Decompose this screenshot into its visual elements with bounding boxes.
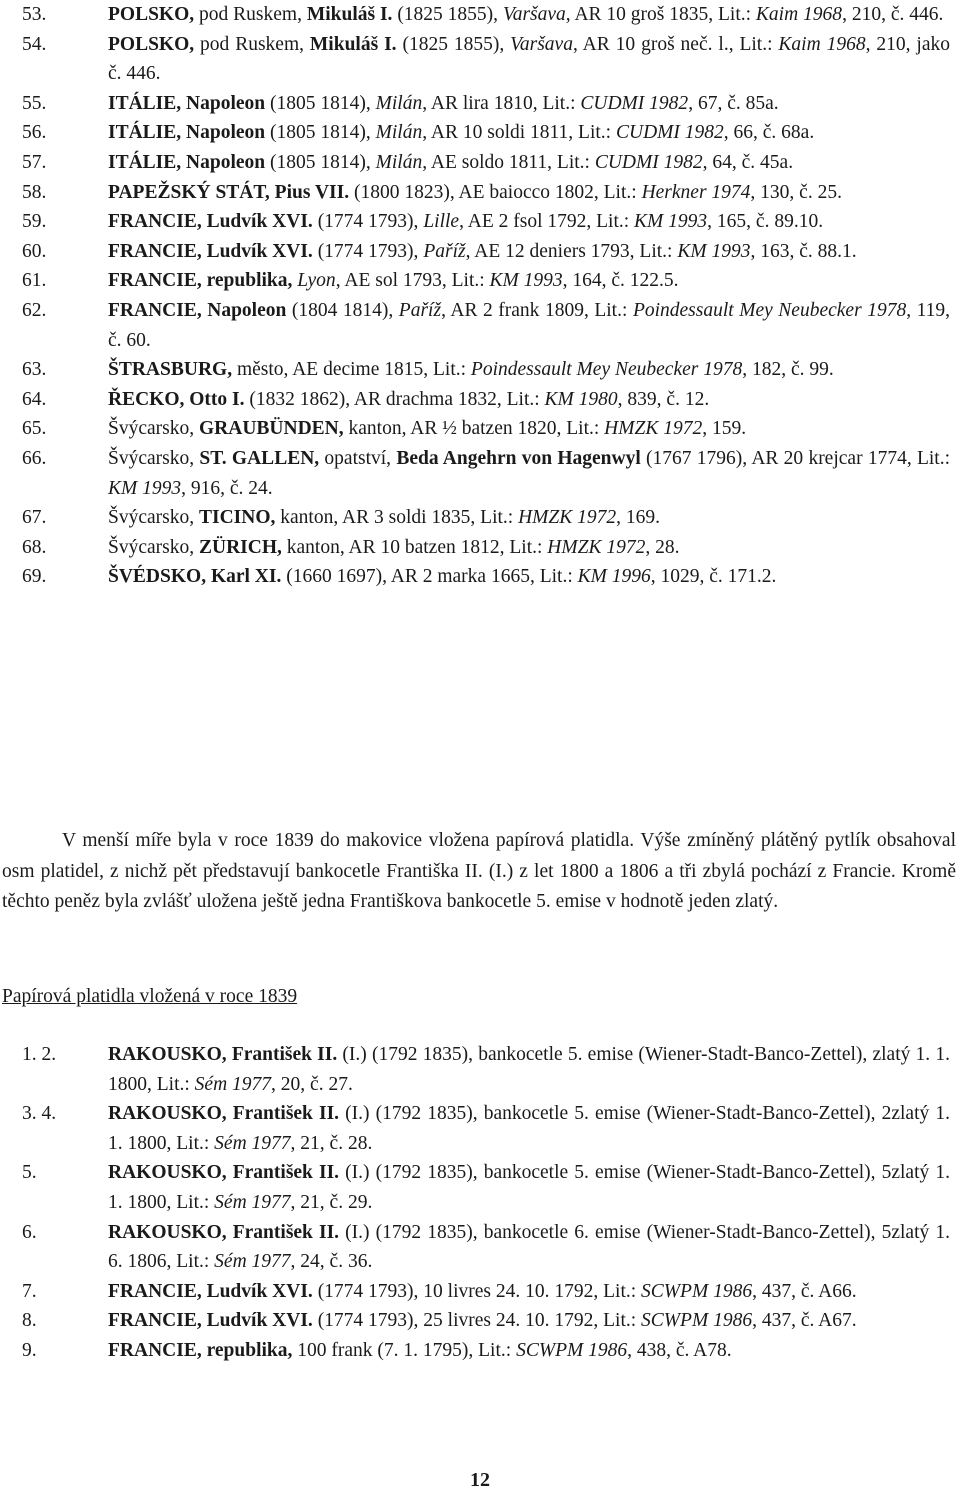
coin-entry-segment: (1767 1796), AR 20 krejcar 1774, Lit.: — [640, 447, 951, 469]
coin-entry-segment: Švýcarsko, — [108, 507, 199, 529]
banknote-entry-segment: FRANCIE, Ludvík XVI. — [108, 1280, 313, 1302]
coin-entry-text — [108, 355, 950, 385]
coin-entry-text — [108, 562, 950, 592]
coin-entry — [0, 237, 960, 267]
coin-entry-segment: FRANCIE, Napoleon — [108, 299, 287, 321]
coin-entry-number: 54. — [22, 33, 47, 55]
coin-entry-segment: Kaim 1968 — [778, 33, 866, 55]
coin-entry-segment: POLSKO, — [108, 33, 201, 55]
coin-entry-text — [108, 444, 950, 503]
coin-entry-segment: , 130, č. 25. — [750, 181, 842, 203]
banknote-entry — [0, 1158, 960, 1217]
coin-entry-number: 60. — [22, 240, 47, 262]
coin-entry-segment: Milán — [375, 122, 423, 144]
coin-entry-number: 68. — [22, 536, 47, 558]
coin-entry-segment: Lille — [423, 211, 460, 233]
banknote-entry-segment: Sém 1977 — [214, 1251, 291, 1273]
coin-entry-segment: ITÁLIE, Napoleon — [108, 122, 266, 144]
coin-entry-segment: Poindessault Mey Neubecker 1978 — [470, 359, 743, 381]
banknote-entry-segment: RAKOUSKO, František II. — [108, 1044, 338, 1065]
coin-entry — [0, 355, 960, 385]
coin-entry-number: 63. — [22, 359, 47, 381]
banknote-entry-text — [108, 1158, 950, 1217]
coin-entry — [0, 503, 960, 533]
coin-entry-text — [108, 296, 950, 355]
coin-entry-segment: (1800 1823), AE baiocco 1802, Lit.: — [349, 181, 642, 203]
coin-entry-segment: , 182, č. 99. — [742, 359, 834, 381]
coin-entry-segment: , AE 2 fsol 1792, Lit.: — [459, 211, 635, 233]
coin-entry-text — [108, 266, 950, 296]
coin-entry-segment: (1825 1855), — [392, 4, 503, 25]
coin-entry-segment: (1805 1814), — [265, 92, 376, 114]
banknote-entry-segment: RAKOUSKO, František II. — [108, 1103, 340, 1125]
coin-entry-segment: , AR 10 groš 1835, Lit.: — [565, 4, 756, 25]
coin-entry — [0, 89, 960, 119]
banknote-entry-segment: SCWPM 1986 — [516, 1339, 628, 1361]
banknote-entry-text — [108, 1218, 950, 1277]
coin-entry-segment: kanton, AR 3 soldi 1835, Lit.: — [275, 507, 519, 529]
banknote-entry-segment: FRANCIE, republika, — [108, 1339, 293, 1361]
banknote-entry-segment: FRANCIE, Ludvík XVI. — [108, 1310, 313, 1332]
coin-entry-segment: , 165, č. 89.10. — [707, 211, 824, 233]
coin-entry-segment: KM 1993 — [677, 240, 751, 262]
coin-entry-segment: , AR 2 frank 1809, Lit.: — [441, 299, 633, 321]
coin-entry-number: 61. — [22, 270, 47, 292]
coin-entry-segment: , 210, č. 446. — [842, 4, 944, 25]
coin-entry-segment: Paříž — [398, 299, 442, 321]
banknote-entry — [0, 1277, 960, 1307]
banknote-entry-segment: (1774 1793), 10 livres 24. 10. 1792, Lit.: — [312, 1280, 642, 1302]
coin-entry-segment: ZÜRICH, — [199, 536, 282, 558]
banknote-entry-segment: SCWPM 1986 — [641, 1280, 753, 1302]
coin-entry-segment: , AR 10 soldi 1811, Lit.: — [422, 122, 616, 144]
banknote-entry — [0, 1336, 960, 1366]
coin-entry-segment: , AE soldo 1811, Lit.: — [422, 151, 595, 173]
coin-entry-segment: Beda Angehrn von Hagenwyl — [396, 447, 641, 469]
coin-entry-segment: (1774 1793), — [312, 211, 424, 233]
banknote-entry-segment: , 20, č. 27. — [271, 1073, 353, 1095]
coin-entry-segment: (1805 1814), — [265, 151, 376, 173]
coin-entry-number: 62. — [22, 299, 47, 321]
coin-entry-segment: Varšava — [510, 33, 573, 55]
coin-entry-segment: , AR lira 1810, Lit.: — [422, 92, 581, 114]
coin-entry-segment: POLSKO, — [108, 4, 200, 25]
coin-entry-segment: , 1029, č. 171.2. — [650, 566, 777, 588]
coin-entry-number: 57. — [22, 151, 47, 173]
banknote-entry-segment: , 437, č. A66. — [752, 1280, 857, 1302]
coin-entry — [0, 207, 960, 237]
coin-entry-segment: , 210, jako č. 446. — [108, 33, 950, 85]
coin-entry-text — [108, 89, 950, 119]
coin-entry-segment: , 67, č. 85a. — [688, 92, 779, 114]
coin-entry-segment: ITÁLIE, Napoleon — [108, 92, 266, 114]
banknote-entry-text — [108, 1336, 950, 1366]
coin-entry-number: 59. — [22, 211, 47, 233]
coin-entry-segment: KM 1993 — [634, 211, 708, 233]
banknote-entry-segment: RAKOUSKO, František II. — [108, 1221, 340, 1243]
coin-entry-segment: opatství, — [319, 447, 397, 469]
coin-entry-number: 56. — [22, 122, 47, 144]
coin-entry-segment: , 66, č. 68a. — [723, 122, 815, 144]
coin-entry — [0, 533, 960, 563]
coin-entry-text — [108, 503, 950, 533]
coin-entry-segment: kanton, AR 10 batzen 1812, Lit.: — [281, 536, 548, 558]
coin-entry-segment: (1804 1814), — [286, 299, 399, 321]
coin-entry-segment: Varšava — [502, 4, 566, 25]
coin-entry-segment: ITÁLIE, Napoleon — [108, 151, 266, 173]
banknote-entry-segment: , 438, č. A78. — [627, 1339, 732, 1361]
coin-entry-text — [108, 414, 950, 444]
coin-entry-number: 58. — [22, 181, 47, 203]
coin-entry-text — [108, 533, 950, 563]
coin-entry-segment: Mikuláš I. — [309, 33, 397, 55]
banknote-entry-segment: Sém 1977 — [214, 1132, 291, 1154]
coin-entry — [0, 148, 960, 178]
coin-entry-segment: FRANCIE, Ludvík XVI. — [108, 240, 313, 262]
coin-entry-segment: město, AE decime 1815, Lit.: — [236, 359, 471, 381]
banknote-entry-number: 7. — [22, 1280, 37, 1302]
banknote-entry-text — [108, 1306, 950, 1336]
coin-entry — [0, 562, 960, 592]
coin-entry-text — [108, 148, 950, 178]
banknote-list — [0, 1040, 960, 1366]
coin-entry — [0, 296, 960, 355]
coin-entry-segment: pod Ruskem, — [199, 4, 307, 25]
coin-entry-segment: , AE 12 deniers 1793, Lit.: — [465, 240, 678, 262]
coin-entry-segment: , 164, č. 122.5. — [562, 270, 679, 292]
coin-list — [0, 0, 960, 592]
coin-entry-segment: Herkner 1974 — [641, 181, 751, 203]
coin-entry-number: 53. — [22, 4, 47, 25]
banknote-entry-segment: (I.) (1792 1835), bankocetle 5. emise (Wiener-Stadt-Banco-Zettel), zlatý 1. 1. 1800, Lit.: — [108, 1044, 950, 1095]
banknote-entry-segment: (I.) (1792 1835), bankocetle 6. emise (Wiener-Stadt-Banco-Zettel), 5zlatý 1. 6. 1806, Lit.: — [108, 1221, 950, 1273]
coin-entry-number: 67. — [22, 507, 47, 529]
coin-entry-segment: Švýcarsko, — [108, 447, 200, 469]
banknote-entry-segment: (I.) (1792 1835), bankocetle 5. emise (Wiener-Stadt-Banco-Zettel), 5zlatý 1. 1. 1800, Lit.: — [108, 1162, 950, 1213]
coin-entry-segment: (1805 1814), — [265, 122, 376, 144]
banknote-entry-segment: Sém 1977 — [194, 1073, 272, 1095]
coin-entry-segment: ST. GALLEN, — [199, 447, 320, 469]
banknote-entry-segment: Sém 1977 — [214, 1191, 291, 1213]
banknote-entry-segment: RAKOUSKO, František II. — [108, 1162, 340, 1184]
coin-entry — [0, 266, 960, 296]
coin-entry-segment: FRANCIE, republika, — [108, 270, 298, 292]
coin-entry-segment: , AR 10 groš neč. l., Lit.: — [572, 33, 779, 55]
coin-entry-text — [108, 0, 950, 30]
banknote-entry-segment: , 21, č. 28. — [290, 1132, 373, 1154]
coin-entry-segment: KM 1996 — [577, 566, 651, 588]
coin-entry-segment: PAPEŽSKÝ STÁT, Pius VII. — [108, 181, 350, 203]
coin-entry-segment: TICINO, — [199, 507, 276, 529]
banknote-entry-segment: , 437, č. A67. — [752, 1310, 857, 1332]
coin-entry-segment: , 119, č. 60. — [108, 299, 951, 351]
coin-entry-segment: , 839, č. 12. — [617, 388, 710, 410]
coin-entry-segment: CUDMI 1982 — [615, 122, 724, 144]
coin-entry-number: 55. — [22, 92, 47, 114]
coin-entry — [0, 0, 960, 30]
coin-entry-segment: ŘECKO, Otto I. — [108, 388, 245, 410]
coin-entry-text — [108, 30, 950, 89]
coin-entry-segment: , 64, č. 45a. — [702, 151, 794, 173]
banknote-entry-number: 8. — [22, 1310, 37, 1332]
coin-entry-segment: Lyon — [297, 270, 336, 292]
banknote-entry-segment: (1774 1793), 25 livres 24. 10. 1792, Lit.: — [312, 1310, 642, 1332]
banknote-entry-text — [108, 1040, 950, 1099]
coin-entry-segment: , 163, č. 88.1. — [750, 240, 857, 262]
coin-entry-number: 69. — [22, 566, 47, 588]
section-heading: Papírová platidla vložená v roce 1839 — [2, 986, 298, 1007]
banknote-entry-number: 1. 2. — [22, 1044, 57, 1065]
coin-entry-segment: Švýcarsko, — [108, 418, 199, 440]
coin-entry — [0, 30, 960, 89]
coin-entry-segment: KM 1993 — [489, 270, 563, 292]
coin-entry-text — [108, 207, 950, 237]
coin-entry-segment: ŠTRASBURG, — [108, 359, 237, 381]
coin-entry-segment: CUDMI 1982 — [594, 151, 703, 173]
banknote-entry — [0, 1306, 960, 1336]
coin-entry-text — [108, 237, 950, 267]
coin-entry-segment: HMZK 1972 — [547, 536, 646, 558]
body-paragraph: V menší míře byla v roce 1839 do makovice vložena papírová platidla. Výše zmíněný plátěný pytlík obsahoval osm platidel, z nichž pět představují bankocetle Františka II. (I.) z let 1800 a 1806 a tři zbylá pochází z Francie. Kromě těchto peněz byla zvlášť uložena ještě jedna Františkova bankocetle 5. emise v hodnotě jeden zlatý. — [2, 830, 956, 912]
coin-entry-segment: HMZK 1972 — [604, 418, 703, 440]
coin-entry-segment: pod Ruskem, — [200, 33, 310, 55]
coin-entry-text — [108, 385, 950, 415]
coin-entry-segment: (1660 1697), AR 2 marka 1665, Lit.: — [281, 566, 578, 588]
banknote-entry-segment: SCWPM 1986 — [641, 1310, 753, 1332]
banknote-entry-segment: 100 frank (7. 1. 1795), Lit.: — [292, 1339, 517, 1361]
coin-entry-segment: Švýcarsko, — [108, 536, 199, 558]
coin-entry-segment: KM 1980 — [544, 388, 618, 410]
coin-entry-segment: , 169. — [616, 507, 661, 529]
coin-entry — [0, 385, 960, 415]
coin-entry-segment: (1832 1862), AR drachma 1832, Lit.: — [244, 388, 545, 410]
coin-entry — [0, 444, 960, 503]
banknote-entry-segment: , 24, č. 36. — [290, 1251, 373, 1273]
coin-entry-segment: HMZK 1972 — [518, 507, 617, 529]
banknote-entry-number: 5. — [22, 1162, 37, 1184]
coin-entry-number: 66. — [22, 447, 47, 469]
coin-entry-segment: , 916, č. 24. — [181, 477, 273, 499]
coin-entry-segment: Poindessault Mey Neubecker 1978 — [632, 299, 907, 321]
banknote-entry — [0, 1218, 960, 1277]
coin-entry-text — [108, 118, 950, 148]
banknote-entry-number: 3. 4. — [22, 1103, 57, 1125]
coin-entry-segment: Paříž — [423, 240, 466, 262]
coin-entry-segment: , AE sol 1793, Lit.: — [335, 270, 490, 292]
coin-entry-segment: Milán — [375, 92, 423, 114]
coin-entry-number: 65. — [22, 418, 47, 440]
banknote-entry-segment: (I.) (1792 1835), bankocetle 5. emise (Wiener-Stadt-Banco-Zettel), 2zlatý 1. 1. 1800, Lit.: — [108, 1103, 950, 1154]
coin-entry-segment: (1774 1793), — [312, 240, 424, 262]
coin-entry-segment: Kaim 1968 — [755, 4, 843, 25]
coin-entry — [0, 118, 960, 148]
coin-entry-segment: GRAUBÜNDEN, — [199, 418, 344, 440]
coin-entry-segment: , 159. — [702, 418, 747, 440]
banknote-entry-number: 6. — [22, 1221, 37, 1243]
banknote-entry-text — [108, 1099, 950, 1158]
coin-entry-segment: FRANCIE, Ludvík XVI. — [108, 211, 313, 233]
coin-entry-segment: kanton, AR ½ batzen 1820, Lit.: — [343, 418, 605, 440]
banknote-entry-text — [108, 1277, 950, 1307]
coin-entry-segment: Milán — [375, 151, 423, 173]
coin-entry — [0, 414, 960, 444]
coin-entry-segment: Mikuláš I. — [306, 4, 393, 25]
banknote-entry-number: 9. — [22, 1339, 37, 1361]
banknote-entry — [0, 1099, 960, 1158]
coin-entry — [0, 178, 960, 208]
coin-entry-text — [108, 178, 950, 208]
coin-entry-number: 64. — [22, 388, 47, 410]
page-number: 12 — [470, 1469, 490, 1491]
coin-entry-segment: , 28. — [645, 536, 680, 558]
coin-entry-segment: KM 1993 — [108, 477, 182, 499]
coin-entry-segment: (1825 1855), — [396, 33, 511, 55]
coin-entry-segment: CUDMI 1982 — [580, 92, 689, 114]
banknote-entry-segment: , 21, č. 29. — [290, 1191, 373, 1213]
coin-entry-segment: ŠVÉDSKO, Karl XI. — [108, 566, 282, 588]
banknote-entry — [0, 1040, 960, 1099]
